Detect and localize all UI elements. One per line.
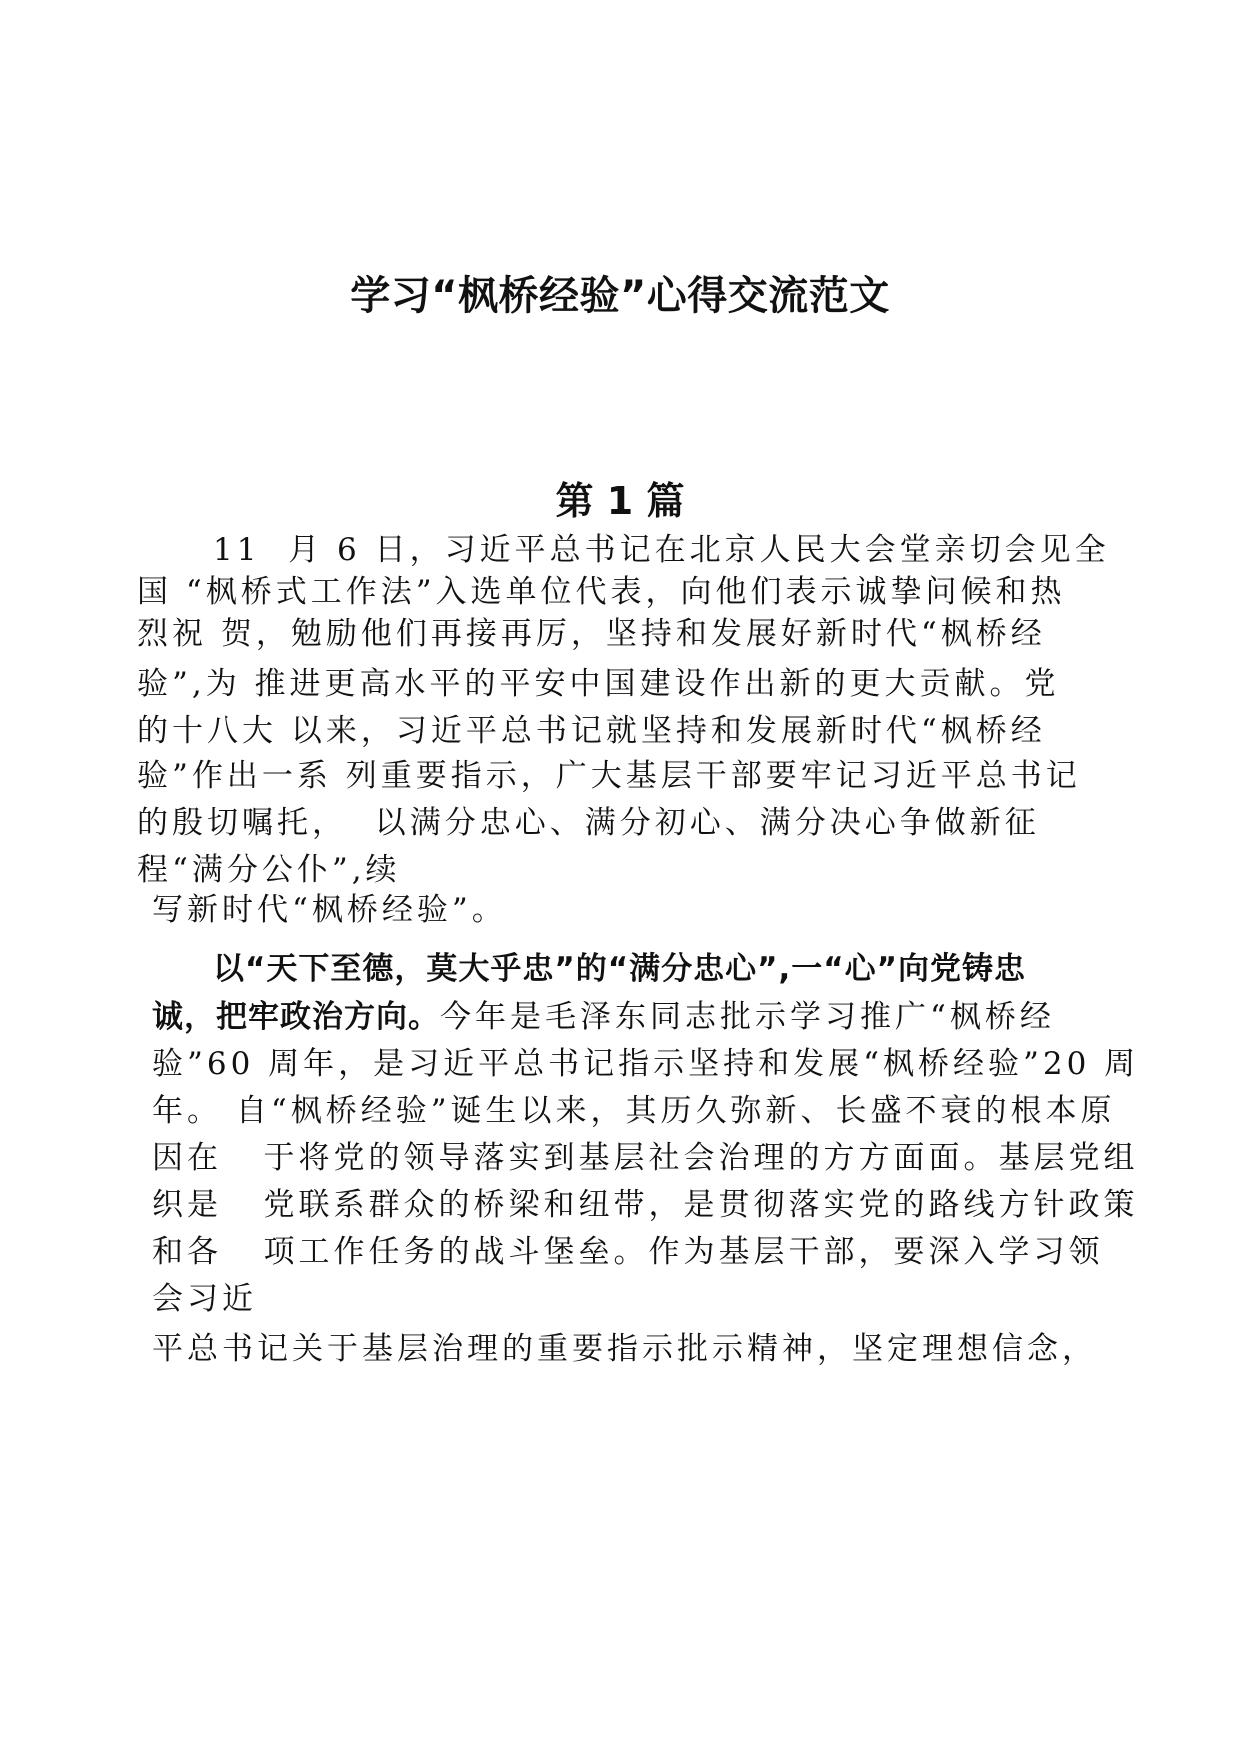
paragraph-text: 今年是毛泽东同志批示学习推广“枫桥经 [440, 999, 1055, 1035]
paragraph-line: 织是 党联系群众的桥梁和纽带，是贯彻落实党的路线方针政策 [152, 1187, 1139, 1223]
paragraph-line: 平总书记关于基层治理的重要指示批示精神，坚定理想信念， [152, 1331, 1097, 1367]
bold-lead-text: 诚，把牢政治方向。 [152, 999, 440, 1035]
paragraph-line: 验”作出一系 列重要指示，广大基层干部要牢记习近平总书记 [137, 758, 1081, 794]
bold-lead-text: 以“天下至德，莫大乎忠”的“满分忠心”,一“心”向党铸忠 [213, 951, 1027, 987]
paragraph-line: 因在 于将党的领导落实到基层社会治理的方方面面。基层党组 [152, 1140, 1139, 1176]
paragraph-line [213, 950, 1026, 988]
paragraph-line: 验”60 周年，是习近平总书记指示坚持和发展“枫桥经验”20 周 [152, 1046, 1140, 1082]
paragraph-line: 写新时代“枫桥经验”。 [152, 892, 507, 928]
paragraph-line: 11 月 6 日，习近平总书记在北京人民大会堂亲切会见全 [213, 532, 1110, 568]
paragraph-line [152, 998, 1055, 1036]
paragraph-line: 会习近 [152, 1281, 257, 1317]
paragraph-line: 国 “枫桥式工作法”入选单位代表，向他们表示诚挚问候和热 [137, 574, 1066, 610]
section-heading: 第 1 篇 [555, 479, 685, 523]
paragraph-line: 程“满分公仆”,续 [137, 852, 401, 888]
paragraph-line: 烈祝 贺，勉励他们再接再厉，坚持和发展好新时代“枫桥经 [137, 616, 1046, 652]
paragraph-line: 和各 项工作任务的战斗堡垒。作为基层干部，要深入学习领 [152, 1234, 1104, 1270]
paragraph-line: 验”,为 推进更高水平的平安中国建设作出新的更大贡献。党 [137, 666, 1060, 702]
paragraph-line: 的殷切嘱托， 以满分忠心、满分初心、满分决心争做新征 [137, 805, 1040, 841]
document-title: 学习“枫桥经验”心得交流范文 [350, 273, 890, 319]
paragraph-line: 的十八大 以来，习近平总书记就坚持和发展新时代“枫桥经 [137, 713, 1046, 749]
paragraph-line: 年。 自“枫桥经验”诞生以来，其历久弥新、长盛不衰的根本原 [152, 1093, 1116, 1129]
